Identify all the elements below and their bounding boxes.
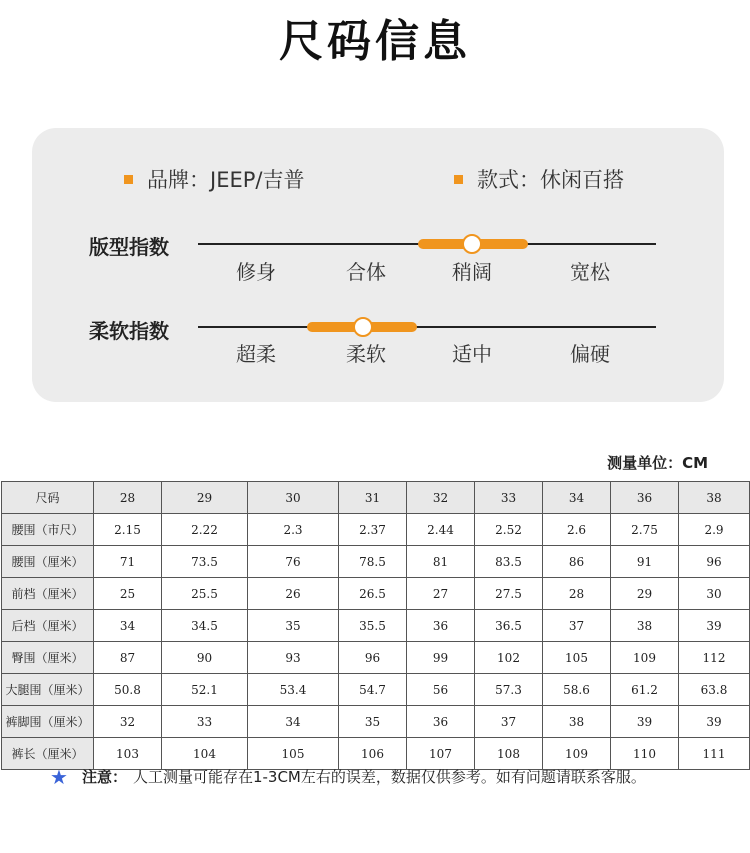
table-row xyxy=(2,578,750,610)
style-attribute xyxy=(454,164,624,194)
table-cell: 91 xyxy=(611,546,679,578)
table-cell: 2.9 xyxy=(679,514,750,546)
header-size-cell: 36 xyxy=(611,482,679,514)
table-cell: 86 xyxy=(543,546,611,578)
table-cell: 2.75 xyxy=(611,514,679,546)
table-cell: 37 xyxy=(475,706,543,738)
table-cell: 36.5 xyxy=(475,610,543,642)
table-cell: 53.4 xyxy=(248,674,339,706)
table-cell: 39 xyxy=(679,706,750,738)
table-cell: 2.6 xyxy=(543,514,611,546)
softness-tick-medium: 适中 xyxy=(452,342,492,366)
row-measure-label: 臀围（厘米） xyxy=(2,642,94,674)
table-cell: 35 xyxy=(339,706,407,738)
table-header-row xyxy=(2,482,750,514)
table-cell: 96 xyxy=(679,546,750,578)
table-row xyxy=(2,642,750,674)
table-cell: 108 xyxy=(475,738,543,770)
table-cell: 2.3 xyxy=(248,514,339,546)
table-cell: 28 xyxy=(543,578,611,610)
brand-text: 品牌：JEEP/吉普 xyxy=(147,168,305,192)
table-cell: 27 xyxy=(407,578,475,610)
table-cell: 34.5 xyxy=(162,610,248,642)
measurement-unit: 测量单位：CM xyxy=(607,454,708,472)
table-cell: 2.15 xyxy=(94,514,162,546)
table-row xyxy=(2,546,750,578)
header-size-cell: 34 xyxy=(543,482,611,514)
table-row xyxy=(2,610,750,642)
header-size-cell: 28 xyxy=(94,482,162,514)
table-cell: 32 xyxy=(94,706,162,738)
table-cell: 36 xyxy=(407,706,475,738)
table-cell: 34 xyxy=(94,610,162,642)
table-cell: 111 xyxy=(679,738,750,770)
row-measure-label: 裤长（厘米） xyxy=(2,738,94,770)
table-cell: 38 xyxy=(611,610,679,642)
table-row xyxy=(2,738,750,770)
table-cell: 25 xyxy=(94,578,162,610)
fit-scale-label: 版型指数 xyxy=(89,235,169,259)
table-cell: 58.6 xyxy=(543,674,611,706)
table-cell: 110 xyxy=(611,738,679,770)
table-cell: 83.5 xyxy=(475,546,543,578)
table-cell: 87 xyxy=(94,642,162,674)
note-label: 注意： xyxy=(81,768,127,786)
softness-scale-label: 柔软指数 xyxy=(89,319,169,343)
fit-scale-knob xyxy=(462,234,482,254)
table-cell: 27.5 xyxy=(475,578,543,610)
table-cell: 78.5 xyxy=(339,546,407,578)
table-cell: 105 xyxy=(543,642,611,674)
table-row xyxy=(2,674,750,706)
table-cell: 76 xyxy=(248,546,339,578)
table-cell: 38 xyxy=(543,706,611,738)
softness-scale-knob xyxy=(353,317,373,337)
table-row xyxy=(2,706,750,738)
table-cell: 73.5 xyxy=(162,546,248,578)
table-cell: 2.52 xyxy=(475,514,543,546)
table-cell: 34 xyxy=(248,706,339,738)
table-cell: 93 xyxy=(248,642,339,674)
table-cell: 30 xyxy=(679,578,750,610)
table-cell: 39 xyxy=(611,706,679,738)
page-title: 尺码信息 xyxy=(279,16,471,67)
row-measure-label: 腰围（市尺） xyxy=(2,514,94,546)
fit-info-panel xyxy=(32,128,724,402)
brand-attribute xyxy=(124,164,304,194)
header-size-cell: 38 xyxy=(679,482,750,514)
style-text: 款式：休闲百搭 xyxy=(477,168,624,192)
table-cell: 2.22 xyxy=(162,514,248,546)
table-cell: 35 xyxy=(248,610,339,642)
table-cell: 2.44 xyxy=(407,514,475,546)
table-cell: 26.5 xyxy=(339,578,407,610)
header-size-cell: 29 xyxy=(162,482,248,514)
size-table xyxy=(1,481,750,770)
table-row xyxy=(2,514,750,546)
table-cell: 102 xyxy=(475,642,543,674)
header-size-cell: 32 xyxy=(407,482,475,514)
table-cell: 52.1 xyxy=(162,674,248,706)
softness-tick-firm: 偏硬 xyxy=(570,342,610,366)
header-size-cell: 33 xyxy=(475,482,543,514)
table-cell: 57.3 xyxy=(475,674,543,706)
disclaimer-note xyxy=(50,766,646,787)
table-cell: 33 xyxy=(162,706,248,738)
table-cell: 29 xyxy=(611,578,679,610)
table-cell: 109 xyxy=(543,738,611,770)
table-cell: 104 xyxy=(162,738,248,770)
table-cell: 99 xyxy=(407,642,475,674)
table-cell: 54.7 xyxy=(339,674,407,706)
row-measure-label: 裤脚围（厘米） xyxy=(2,706,94,738)
bullet-square-icon xyxy=(454,175,463,184)
table-cell: 35.5 xyxy=(339,610,407,642)
table-cell: 71 xyxy=(94,546,162,578)
header-size-cell: 31 xyxy=(339,482,407,514)
table-cell: 90 xyxy=(162,642,248,674)
table-cell: 107 xyxy=(407,738,475,770)
row-measure-label: 腰围（厘米） xyxy=(2,546,94,578)
table-cell: 96 xyxy=(339,642,407,674)
table-cell: 39 xyxy=(679,610,750,642)
fit-tick-slim: 修身 xyxy=(236,260,276,284)
table-cell: 106 xyxy=(339,738,407,770)
table-cell: 26 xyxy=(248,578,339,610)
row-measure-label: 后档（厘米） xyxy=(2,610,94,642)
header-size-label: 尺码 xyxy=(2,482,94,514)
fit-tick-regular: 合体 xyxy=(346,260,386,284)
star-icon: ★ xyxy=(50,764,68,789)
header-size-cell: 30 xyxy=(248,482,339,514)
table-cell: 109 xyxy=(611,642,679,674)
table-cell: 112 xyxy=(679,642,750,674)
fit-tick-loose: 宽松 xyxy=(570,260,610,284)
table-cell: 105 xyxy=(248,738,339,770)
row-measure-label: 前档（厘米） xyxy=(2,578,94,610)
table-cell: 56 xyxy=(407,674,475,706)
table-cell: 61.2 xyxy=(611,674,679,706)
table-cell: 25.5 xyxy=(162,578,248,610)
table-cell: 37 xyxy=(543,610,611,642)
softness-tick-extra-soft: 超柔 xyxy=(236,342,276,366)
note-text: 人工测量可能存在1-3CM左右的误差，数据仅供参考。如有问题请联系客服。 xyxy=(132,768,646,786)
table-cell: 2.37 xyxy=(339,514,407,546)
softness-tick-soft: 柔软 xyxy=(346,342,386,366)
fit-tick-relaxed: 稍阔 xyxy=(452,260,492,284)
table-cell: 63.8 xyxy=(679,674,750,706)
table-cell: 50.8 xyxy=(94,674,162,706)
table-cell: 36 xyxy=(407,610,475,642)
softness-scale-track xyxy=(198,326,656,328)
row-measure-label: 大腿围（厘米） xyxy=(2,674,94,706)
table-cell: 81 xyxy=(407,546,475,578)
bullet-square-icon xyxy=(124,175,133,184)
table-cell: 103 xyxy=(94,738,162,770)
